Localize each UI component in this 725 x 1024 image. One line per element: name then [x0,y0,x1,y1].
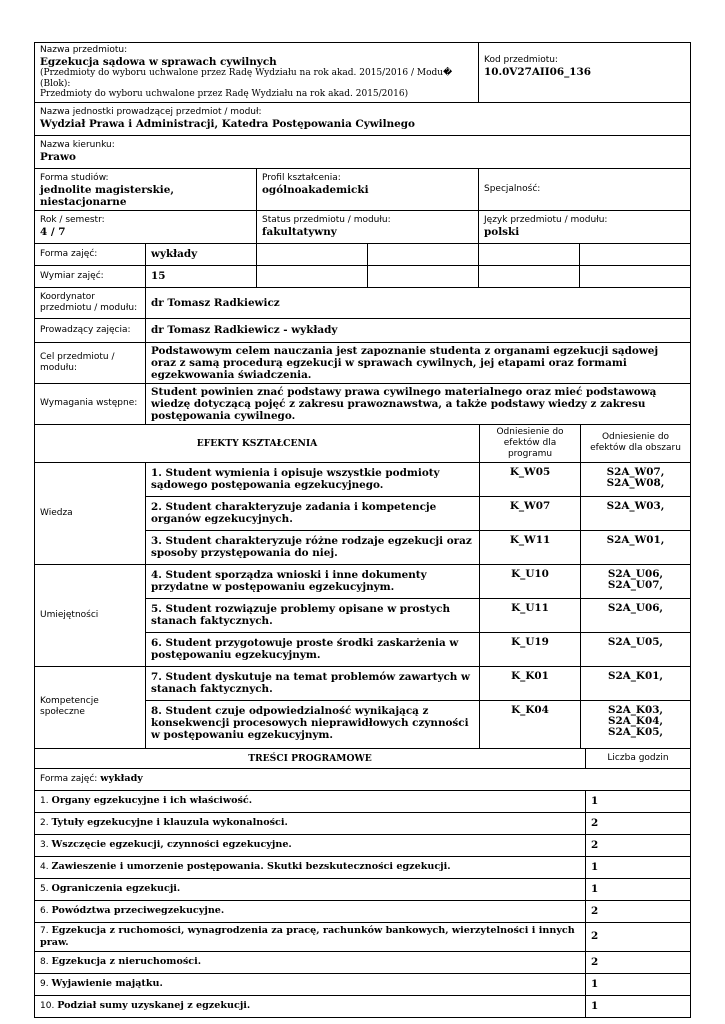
language-value: polski [484,225,520,238]
content-topic-text: Egzekucja z ruchomości, wynagrodzenia za pracę, rachunków bankowych, wierzytelności i innych praw. [40,924,575,948]
profile-cell [257,168,479,210]
language-label: Język przedmiotu / modułu: [484,214,608,225]
effect-text: 7. Student dyskutuje na temat problemów zawartych w stanach faktycznych. [146,666,480,700]
subject-name: Egzekucja sądowa w sprawach cywilnych [40,56,277,68]
requirements-value: Student powinien znać podstawy prawa cywilnego materialnego oraz mieć podstawową wiedzę dotyczącą pojęć z zakresu prawoznawstwa, a także podstawy wiedzy z zakresu postępowania cywilnego. [146,383,691,424]
effects-body [35,462,691,748]
content-topic [35,856,586,878]
effects-title: EFEKTY KSZTAŁCENIA [35,424,480,462]
subject-name-label: Nazwa przedmiotu: [40,45,128,55]
study-form-label: Forma studiów: [40,172,109,183]
content-form-row [35,768,691,790]
effect-text: 1. Student wymienia i opisuje wszystkie podmioty sądowego postępowania egzekucyjnego. [146,462,480,496]
effect-area-ref: S2A_U06, S2A_U07, [581,564,691,598]
field-value: Prawo [40,150,76,163]
content-topic-hours: 1 [586,878,691,900]
effect-program-ref: K_U19 [480,632,581,666]
effect-area-ref: S2A_W03, [581,496,691,530]
status-cell [257,210,479,243]
content-topic-number: 7. [40,925,49,936]
content-topic-text: Podział sumy uzyskanej z egzekucji. [57,1000,251,1011]
effect-program-ref: K_K04 [480,700,581,748]
content-topic-text: Powództwa przeciwegzekucyjne. [51,905,225,916]
effect-area-ref: S2A_K01, [581,666,691,700]
content-body [35,790,691,1017]
content-topic [35,812,586,834]
empty-cell [368,265,479,287]
effect-row [35,666,691,700]
empty-cell [368,243,479,265]
info-table [34,42,691,425]
content-topic [35,922,586,951]
effect-text: 4. Student sporządza wnioski i inne dokumenty przydatne w postępowaniu egzekucyjnym. [146,564,480,598]
content-row [35,856,691,878]
subject-code: 10.0V27AII06_136 [484,66,591,78]
effect-program-ref: K_W07 [480,496,581,530]
effect-program-ref: K_K01 [480,666,581,700]
effects-area-header: Odniesienie do efektów dla obszaru [581,424,691,462]
content-topic-number: 2. [40,818,49,828]
unit-cell [35,102,691,135]
content-topic [35,973,586,995]
content-row [35,900,691,922]
empty-cell [580,243,691,265]
effect-area-ref: S2A_K03, S2A_K04, S2A_K05, [581,700,691,748]
content-topic-hours: 1 [586,973,691,995]
goal-value: Podstawowym celem nauczania jest zapoznanie studenta z organami egzekucji sądowej oraz z samą procedurą egzekucji w sprawach cywilnych, jej etapami oraz formami egzekwowania świadczenia. [146,342,691,383]
coordinator-value: dr Tomasz Radkiewicz [146,287,691,318]
content-topic-number: 6. [40,906,49,916]
content-topic-text: Wszczęcie egzekucji, czynności egzekucyjne. [51,839,292,850]
empty-cell [479,265,580,287]
specialty-cell [479,168,691,210]
empty-cell [580,265,691,287]
unit-value: Wydział Prawa i Administracji, Katedra Postępowania Cywilnego [40,117,415,130]
status-value: fakultatywny [262,225,337,238]
content-topic-hours: 1 [586,856,691,878]
content-form-value: wykłady [100,773,143,784]
content-row [35,922,691,951]
effect-row [35,462,691,496]
subject-note-2: Przedmioty do wyboru uchwalone przez Radę Wydziału na rok akad. 2015/2016) [40,89,409,99]
content-topic-number: 3. [40,840,49,850]
content-row [35,973,691,995]
content-row [35,878,691,900]
content-table [34,748,691,1018]
content-topic-text: Egzekucja z nieruchomości. [51,956,202,967]
effect-program-ref: K_U11 [480,598,581,632]
content-title: TREŚCI PROGRAMOWE [35,748,586,768]
profile-value: ogólnoakademicki [262,183,369,196]
effect-row [35,564,691,598]
study-form-value: jednolite magisterskie, niestacjonarne [40,183,174,208]
content-topic-hours: 1 [586,995,691,1017]
empty-cell [257,265,368,287]
content-topic-number: 1. [40,796,49,806]
effect-text: 3. Student charakteryzuje różne rodzaje egzekucji oraz sposoby przystępowania do niej. [146,530,480,564]
content-row [35,834,691,856]
code-cell [479,43,691,103]
effect-group-label: Umiejętności [35,564,146,666]
language-cell [479,210,691,243]
field-label: Nazwa kierunku: [40,139,115,150]
content-topic [35,995,586,1017]
effect-area-ref: S2A_W01, [581,530,691,564]
content-topic-text: Zawieszenie i umorzenie postępowania. Skutki bezskuteczności egzekucji. [51,861,451,872]
content-topic-text: Organy egzekucyjne i ich właściwość. [51,795,253,806]
effect-program-ref: K_U10 [480,564,581,598]
effect-text: 8. Student czuje odpowiedzialność wynikającą z konsekwencji procesowych nieprawidłowych czynności w postępowaniu egzekucyjnym. [146,700,480,748]
profile-label: Profil kształcenia: [262,172,341,183]
effect-program-ref: K_W11 [480,530,581,564]
year-value: 4 / 7 [40,225,66,238]
class-form-label: Forma zajęć: [35,243,146,265]
content-topic-number: 8. [40,957,49,967]
effect-area-ref: S2A_W07, S2A_W08, [581,462,691,496]
subject-cell [35,43,479,103]
content-topic-hours: 1 [586,790,691,812]
content-topic-text: Wyjawienie majątku. [51,978,163,989]
content-topic-number: 5. [40,884,49,894]
content-topic-number: 10. [40,1001,55,1011]
effect-program-ref: K_W05 [480,462,581,496]
content-topic [35,834,586,856]
class-hours-label: Wymiar zajęć: [35,265,146,287]
content-topic [35,878,586,900]
effect-text: 2. Student charakteryzuje zadania i kompetencje organów egzekucyjnych. [146,496,480,530]
content-topic-text: Tytuły egzekucyjne i klauzula wykonalności. [51,817,288,828]
content-row [35,812,691,834]
content-topic [35,790,586,812]
content-row [35,790,691,812]
effects-table [34,424,691,749]
goal-label: Cel przedmiotu / modułu: [35,342,146,383]
year-cell [35,210,257,243]
effect-text: 5. Student rozwiązuje problemy opisane w prostych stanach faktycznych. [146,598,480,632]
content-form-prefix: Forma zajęć: [40,774,98,784]
year-label: Rok / semestr: [40,214,105,225]
field-cell [35,135,691,168]
status-label: Status przedmiotu / modułu: [262,214,391,225]
class-form-value: wykłady [146,243,257,265]
effect-area-ref: S2A_U06, [581,598,691,632]
effect-area-ref: S2A_U05, [581,632,691,666]
content-topic-hours: 2 [586,900,691,922]
content-topic-text: Ograniczenia egzekucji. [51,883,181,894]
class-hours-value: 15 [146,265,257,287]
effect-group-label: Kompetencje społeczne [35,666,146,748]
unit-label: Nazwa jednostki prowadzącej przedmiot / moduł: [40,106,262,117]
content-topic-hours: 2 [586,812,691,834]
code-label: Kod przedmiotu: [484,55,558,65]
teacher-value: dr Tomasz Radkiewicz - wykłady [146,318,691,342]
content-topic [35,900,586,922]
effects-program-header: Odniesienie do efektów dla programu [480,424,581,462]
coordinator-label: Koordynator przedmiotu / modułu: [35,287,146,318]
content-topic-number: 4. [40,862,49,872]
content-hours-header: Liczba godzin [586,748,691,768]
subject-note-1: (Przedmioty do wyboru uchwalone przez Radę Wydziału na rok akad. 2015/2016 / Modu� (Blok): [40,68,453,89]
syllabus-page [34,42,690,1018]
empty-cell [479,243,580,265]
specialty-label: Specjalność: [484,183,541,194]
empty-cell [257,243,368,265]
content-topic-number: 9. [40,979,49,989]
content-topic [35,951,586,973]
effect-text: 6. Student przygotowuje proste środki zaskarżenia w postępowaniu egzekucyjnym. [146,632,480,666]
content-row [35,995,691,1017]
effect-group-label: Wiedza [35,462,146,564]
teacher-label: Prowadzący zajęcia: [35,318,146,342]
content-topic-hours: 2 [586,834,691,856]
content-row [35,951,691,973]
content-topic-hours: 2 [586,922,691,951]
content-topic-hours: 2 [586,951,691,973]
requirements-label: Wymagania wstępne: [35,383,146,424]
study-form-cell [35,168,257,210]
